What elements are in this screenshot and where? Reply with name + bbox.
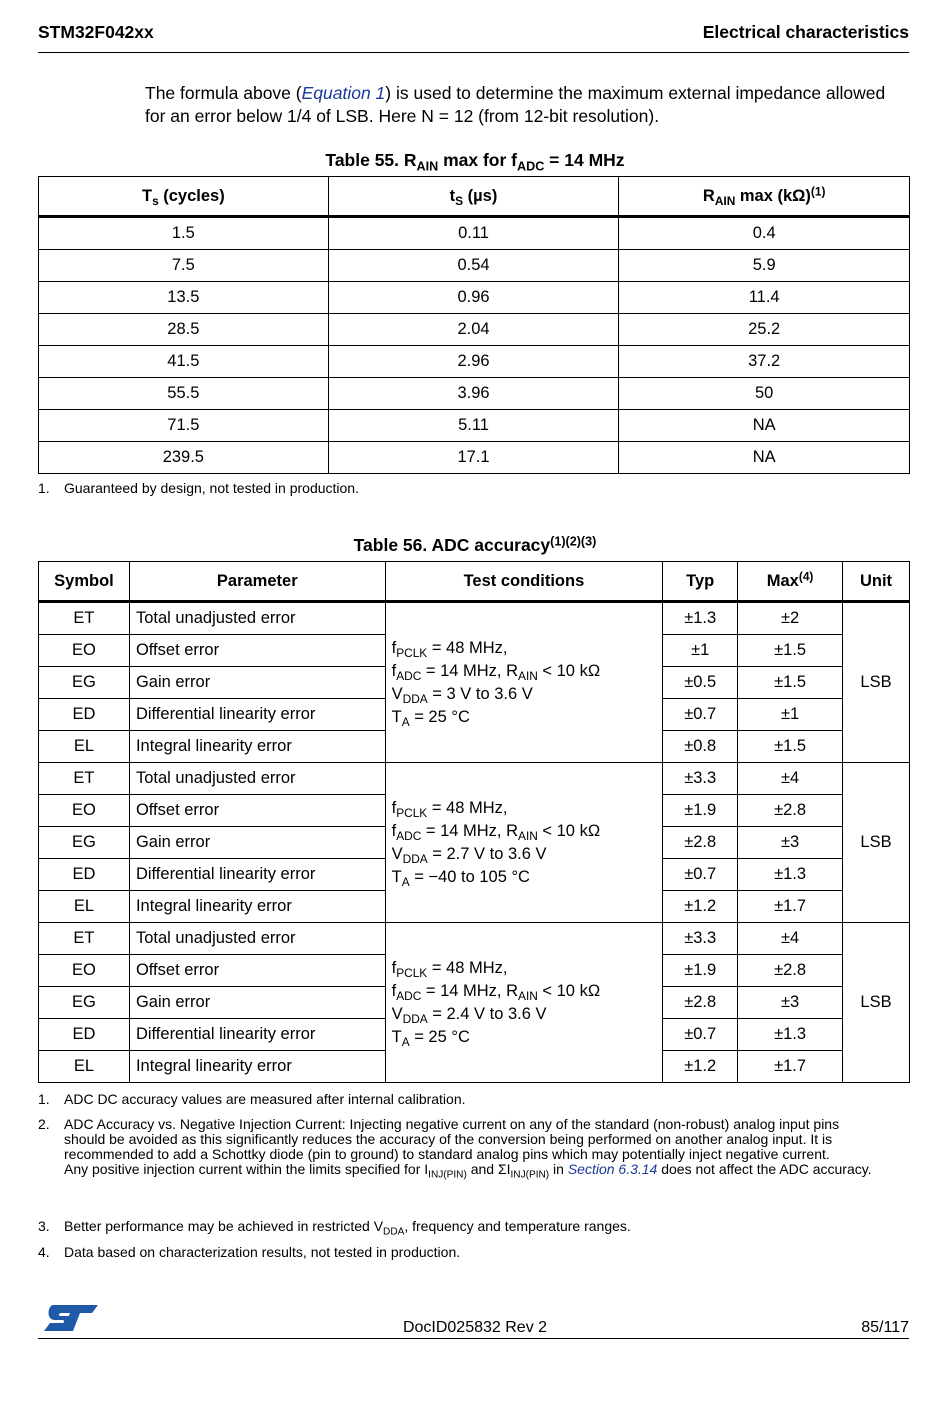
page-number: 85/117: [861, 1319, 909, 1336]
table-row: ET Total unadjusted error $f_{PCLK} = 48$ MHz, $f_{ADC} = 14$ MHz, $R_{AIN} < 10$ kΩ $V_{DDA} = 3$ V to 3.6 V $T_A = 25$ °C ±1.3 ±2 LSB: [39, 602, 910, 635]
table55-footnote-1: 1. Guaranteed by design, not tested in production.: [38, 480, 359, 496]
table-row: EO Offset error ±1.9 ±2.8: [39, 795, 910, 827]
table-row: 41.5 2.96 37.2: [39, 346, 910, 378]
table55-caption: Table 55. $R_{AIN}$ max for $f_{ADC} = 14$ MHz: [325, 150, 625, 174]
test-conditions-group-1: $f_{PCLK} = 48$ MHz, $f_{ADC} = 14$ MHz, $R_{AIN} < 10$ kΩ $V_{DDA} = 3$ V to 3.6 V $T_A = 25$ °C: [385, 602, 663, 763]
unit-cell: LSB: [843, 763, 910, 923]
t56-header-typ: Typ: [663, 562, 738, 602]
t56-header-symbol: Symbol: [39, 562, 130, 602]
table56-footnote-1: 1. ADC DC accuracy values are measured after internal calibration.: [38, 1091, 466, 1107]
table-row: 7.5 0.54 5.9: [39, 250, 910, 282]
table-row: 1.5 0.11 0.4: [39, 217, 910, 250]
t56-header-max: Max$^{(4)}$: [738, 562, 843, 602]
table56-footnote-2: 2. ADC Accuracy vs. Negative Injection Current: Injecting negative current on any of the standard (non-robust) analog input pins should be avoided as this significantly reduces the accuracy of the conversion being performed on another analog input. It is recommended to add a Schottky diode (pin to ground) to standard analog pins which may potentially inject negative current. Any positive injection current within the limits specified for $I_{INJ(PIN)}$ and $\Sigma I_{INJ(PIN)}$ in Section 6.3.14 does not affect the ADC accuracy.: [38, 1116, 872, 1181]
table-row: EO Offset error ±1.9 ±2.8: [39, 955, 910, 987]
table-row: EG Gain error ±0.5 ±1.5: [39, 667, 910, 699]
table-row: EG Gain error ±2.8 ±3: [39, 987, 910, 1019]
doc-id: DocID025832 Rev 2: [402, 1319, 548, 1336]
t55-header-ts-us: $t_S$ (µs): [328, 177, 619, 217]
unit-cell: LSB: [843, 923, 910, 1083]
table-row: EG Gain error ±2.8 ±3: [39, 827, 910, 859]
t56-header-parameter: Parameter: [129, 562, 385, 602]
intro-text-before: The formula above (: [145, 83, 302, 103]
page-header: [38, 22, 909, 53]
table-row: ED Differential linearity error ±0.7 ±1.3: [39, 859, 910, 891]
table-row: ET Total unadjusted error $f_{PCLK} = 48$ MHz, $f_{ADC} = 14$ MHz, $R_{AIN} < 10$ kΩ $V_{DDA} = 2.7$ V to 3.6 V $T_A = -40$ to 105 °C ±3.3 ±4 LSB: [39, 763, 910, 795]
header-section-title: Electrical characteristics: [702, 22, 909, 42]
table56-footnote-3: 3. Better performance may be achieved in restricted $V_{DDA}$, frequency and temperature ranges.: [38, 1218, 631, 1238]
unit-cell: LSB: [843, 602, 910, 763]
test-conditions-group-3: $f_{PCLK} = 48$ MHz, $f_{ADC} = 14$ MHz, $R_{AIN} < 10$ kΩ $V_{DDA} = 2.4$ V to 3.6 V $T_A = 25$ °C: [385, 923, 663, 1083]
table-row: 71.5 5.11 NA: [39, 410, 910, 442]
intro-paragraph: [145, 82, 905, 128]
table-row: ET Total unadjusted error $f_{PCLK} = 48$ MHz, $f_{ADC} = 14$ MHz, $R_{AIN} < 10$ kΩ $V_{DDA} = 2.4$ V to 3.6 V $T_A = 25$ °C ±3.3 ±4 LSB: [39, 923, 910, 955]
t56-header-unit: Unit: [843, 562, 910, 602]
table-row: 13.5 0.96 11.4: [39, 282, 910, 314]
table56-caption: Table 56. ADC accuracy$^{(1)(2)(3)}$: [353, 534, 597, 555]
footer-divider: [38, 1338, 909, 1339]
equation-link[interactable]: Equation 1: [301, 83, 386, 103]
table55: [38, 176, 910, 474]
table-row: EL Integral linearity error ±1.2 ±1.7: [39, 1051, 910, 1083]
table-row: ED Differential linearity error ±0.7 ±1.3: [39, 1019, 910, 1051]
t55-header-rain: $R_{AIN}$ $\max (k\Omega)^{(1)}$: [619, 177, 910, 217]
table-row: 239.5 17.1 NA: [39, 442, 910, 474]
t56-header-conditions: Test conditions: [385, 562, 663, 602]
table-row: ED Differential linearity error ±0.7 ±1: [39, 699, 910, 731]
header-part-number: STM32F042xx: [38, 22, 154, 42]
table-row: 55.5 3.96 50: [39, 378, 910, 410]
table56: [38, 561, 910, 1083]
test-conditions-group-2: $f_{PCLK} = 48$ MHz, $f_{ADC} = 14$ MHz, $R_{AIN} < 10$ kΩ $V_{DDA} = 2.7$ V to 3.6 V $T_A = -40$ to 105 °C: [385, 763, 663, 923]
table-row: 28.5 2.04 25.2: [39, 314, 910, 346]
table-row: EL Integral linearity error ±1.2 ±1.7: [39, 891, 910, 923]
t55-header-ts: $T_s$ (cycles): [39, 177, 329, 217]
table56-footnote-4: 4. Data based on characterization results, not tested in production.: [38, 1244, 461, 1260]
table-row: EO Offset error ±1 ±1.5: [39, 635, 910, 667]
table-row: EL Integral linearity error ±0.8 ±1.5: [39, 731, 910, 763]
intro-text-after: ) is used to determine the maximum external impedance allowed for an error below 1/4 of LSB. Here N = 12 (from 12-bit resolution).: [145, 83, 886, 126]
section-link[interactable]: Section 6.3.14: [567, 1161, 658, 1177]
